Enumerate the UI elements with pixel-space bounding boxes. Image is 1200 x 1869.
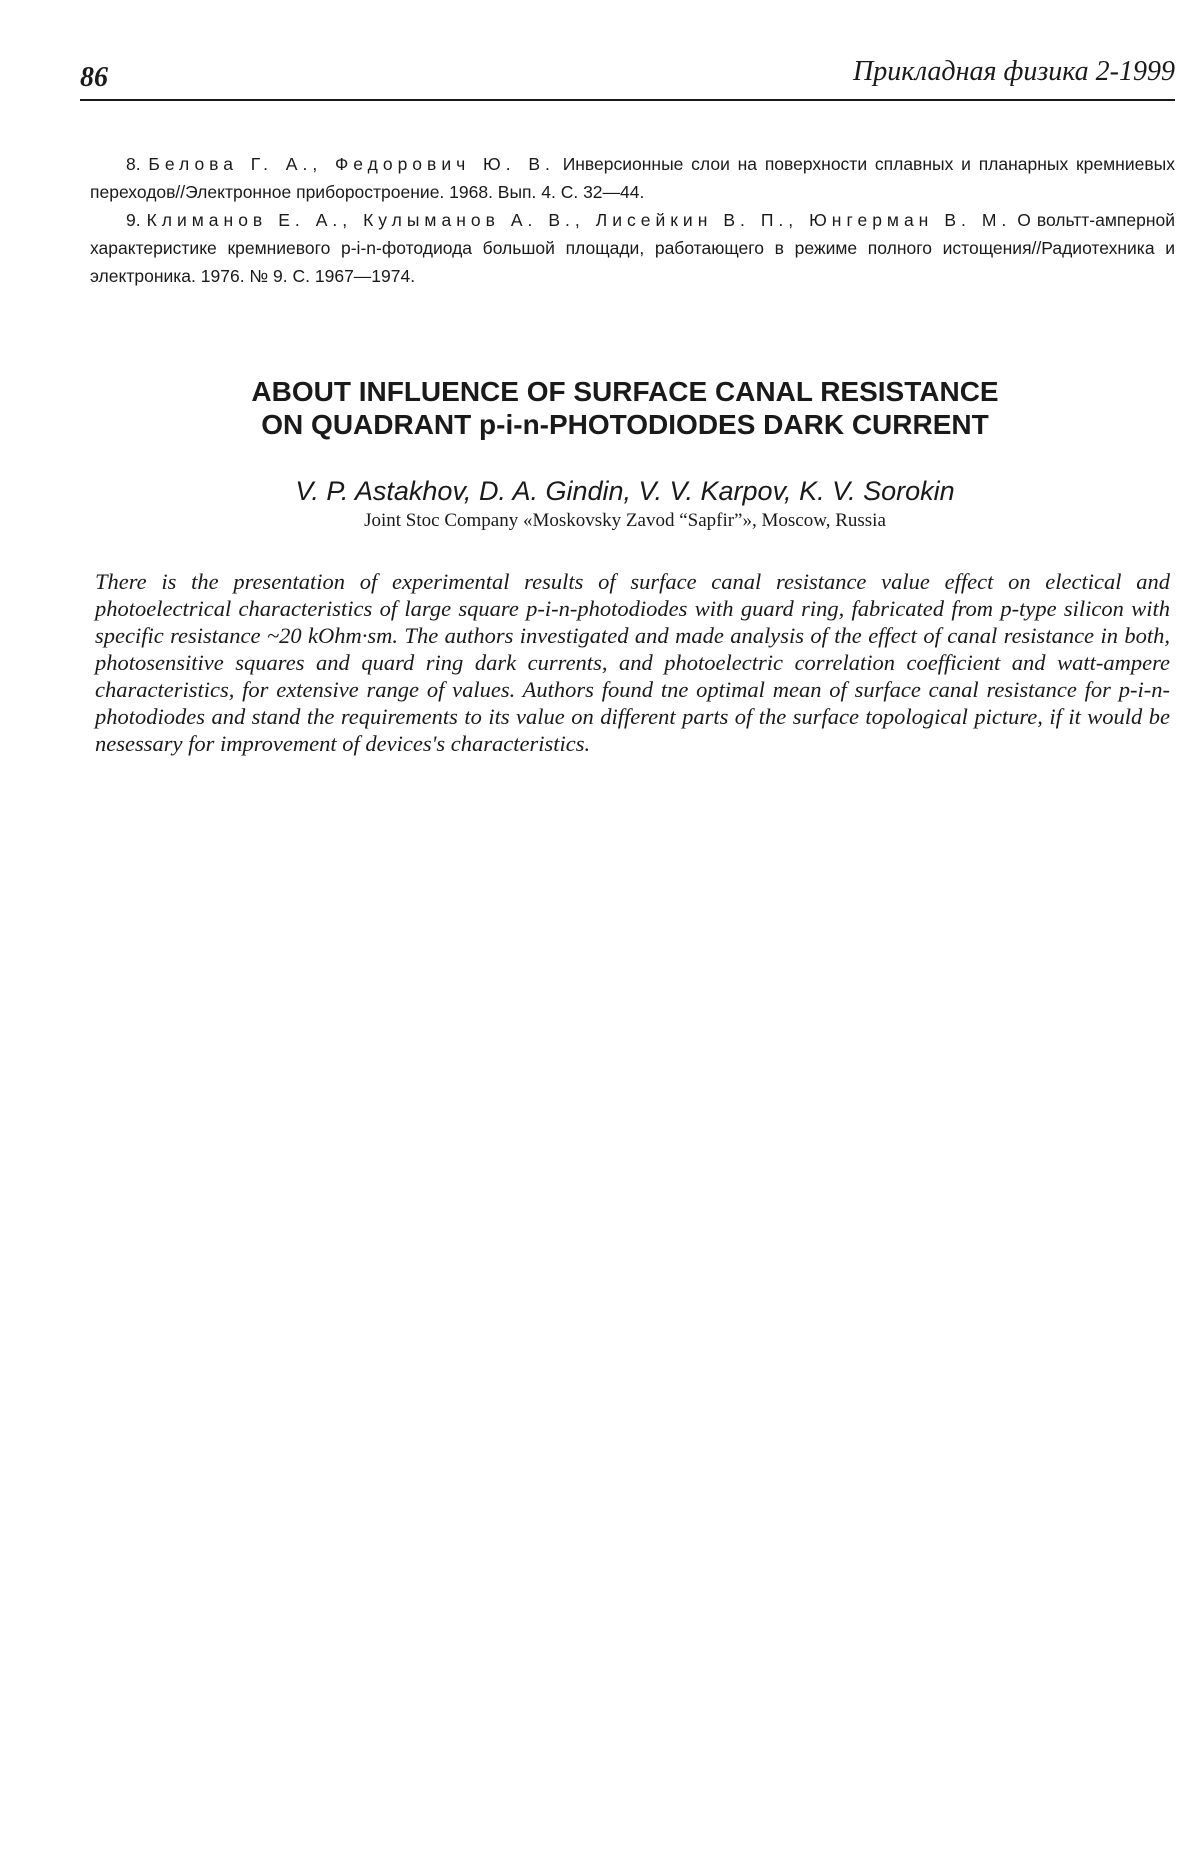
article-title <box>150 375 1100 441</box>
article-authors: V. P. Astakhov, D. A. Gindin, V. V. Karpov, K. V. Sorokin <box>295 476 955 506</box>
reference-item <box>90 206 1175 290</box>
reference-text: О вольтт-амперной характеристике кремниевого p-i-n-фотодиода большой площади, работающего в режиме полного истощения//Радиотехника и электроника. 1976. № 9. С. 1967—1974. <box>90 210 1175 286</box>
journal-title: Прикладная физика 2-1999 <box>852 56 1175 87</box>
reference-authors: Климанов Е. А., Кулыманов А. В., Лисейкин В. П., Юнгерман В. М. <box>146 210 1012 230</box>
reference-number: 9. <box>126 210 141 230</box>
header-rule <box>80 99 1175 101</box>
article-affiliation: Joint Stoc Company «Moskovsky Zavod “Sapfir”», Moscow, Russia <box>364 510 886 531</box>
article-title-line: ABOUT INFLUENCE OF SURFACE CANAL RESISTANCE <box>251 376 999 407</box>
article-title-line: ON QUADRANT p-i-n-PHOTODIODES DARK CURRENT <box>261 409 989 440</box>
article-abstract: There is the presentation of experimental results of surface canal resistance value effect on electical and photoelectrical characteristics of large square p-i-n-photodiodes with guard ring, fabricated from p-type silicon with specific resistance ~20 kOhm·sm. The authors investigated and made analysis of the effect of canal resistance in both, photosensitive squares and quard ring dark currents, and photoelectric correlation coefficient and watt-ampere characteristics, for extensive range of values. Authors found tne optimal mean of surface canal resistance for p-i-n-photodiodes and stand the requirements to its value on different parts of the surface topological picture, if it would be nesessary for improvement of devices's characteristics. <box>95 569 1170 756</box>
reference-number: 8. <box>126 154 141 174</box>
reference-item <box>90 150 1175 206</box>
reference-authors: Белова Г. А., Федорович Ю. В. <box>148 154 555 174</box>
reference-text: Инверсионные слои на поверхности сплавных и планарных кремниевых переходов//Электронное приборостроение. 1968. Вып. 4. С. 32—44. <box>90 154 1175 202</box>
page-number: 86 <box>80 62 108 93</box>
page-header <box>80 56 1175 100</box>
reference-list <box>90 150 1175 290</box>
